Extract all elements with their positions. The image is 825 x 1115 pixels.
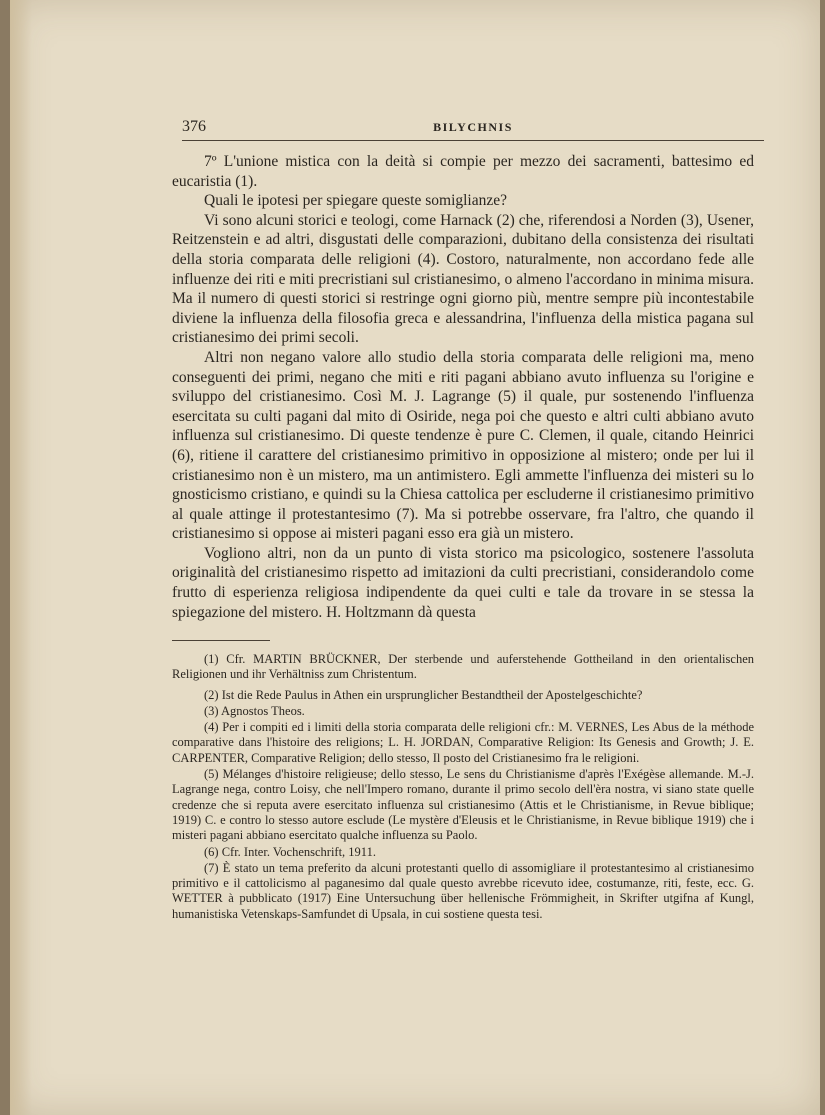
footnotes: [172, 652, 754, 923]
page-number: 376: [182, 118, 206, 135]
page-header: [182, 118, 764, 142]
footnote: (1) Cfr. MARTIN BRÜCKNER, Der sterbende und auferstehende Gottheiland in den orientalischen Religionen und ihr Verhältniss zum Christentum.: [172, 652, 754, 682]
running-title: BILYCHNIS: [433, 120, 513, 134]
footnote: (6) Cfr. Inter. Vochenschrift, 1911.: [204, 844, 376, 859]
paragraph: Vogliono altri, non da un punto di vista storico ma psicologico, sostenere l'assoluta originalità del cristianesimo rispetto ad imitazioni da culti precristiani, considerandolo come frutto di esperienza religiosa indipendente da quei culti e tale da trovare in se stessa la spiegazione del mistero. H. Holtzmann dà questa: [172, 544, 754, 621]
footnote: (4) Per i compiti ed i limiti della storia comparata delle religioni cfr.: M. VERNES, Les Abus de la méthode comparative dans l'histoire des religions; L. H. JORDAN, Comparative Religion: Its Genesis and Growth; J. E. CARPENTER, Comparative Religion; dello stesso, Il posto del Cristianesimo fra le religioni.: [172, 720, 754, 765]
paragraph: 7º L'unione mistica con la deità si compie per mezzo dei sacramenti, battesimo ed eucaristia (1).: [172, 153, 754, 190]
page-edge-shadow: [10, 0, 32, 1115]
footnote: (5) Mélanges d'histoire religieuse; dello stesso, Le sens du Christianisme d'après l'Exégèse allemande. M.-J. Lagrange nega, contro Loisy, che nell'Impero romano, durante il primo secolo dell'èra nostra, vi siano state quelle credenze che si reputa avere esercitato influenza sul cristianesimo (Attis et le Christianisme, in Revue biblique; 1919) C. e contro lo stesso autore esclude (Le mystère d'Eleusis et le Christianisme, in Revue biblique 1919) che i misteri pagani abbiano esercitato qualche influenza su Paolo.: [172, 767, 754, 843]
paragraph: Vi sono alcuni storici e teologi, come Harnack (2) che, riferendosi a Norden (3), Usener, Reitzenstein e ad altri, disgustati delle comparazioni, dubitano della consistenza dei risultati della storia comparata delle religioni (4). Costoro, naturalmente, non accordano fede alle influenze dei riti e miti precristiani sul cristianesimo, o almeno l'accordano in minima misura. Ma il numero di questi storici si restringe ogni giorno più, mentre sempre più incontestabile diviene la influenza della filosofia greca e alessandrina, l'influenza della mistica pagana sul cristianesimo dei primi secoli.: [172, 211, 754, 347]
main-text: [172, 152, 754, 622]
paragraph: Altri non negano valore allo studio della storia comparata delle religioni ma, meno conseguenti dei primi, negano che miti e riti pagani abbiano avuto influenza su l'origine e sviluppo del cristianesimo. Così M. J. Lagrange (5) il quale, pur sostenendo l'influenza esercitata su culti pagani dal mito di Osiride, nega poi che questo e altri culti abbiano avuto influenza sul cristianesimo. Di queste tendenze è pure C. Clemen, il quale, citando Heinrici (6), ritiene il carattere del cristianesimo primitivo in opposizione al mistero; onde per lui il cristianesimo non è un mistero, ma un antimistero. Egli ammette l'influenza dei misteri su lo gnosticismo cristiano, e quindi su la Chiesa cattolica per escluderne il cristianesimo primitivo al quale attinge il protestantesimo (7). Ma si potrebbe osservare, fra l'altro, che quando il cristianesimo si oppose ai misteri pagani esso era già un mistero.: [172, 348, 754, 543]
footnote: (7) È stato un tema preferito da alcuni protestanti quello di assomigliare il protestantesimo al cristianesimo primitivo e il cattolicismo al paganesimo dal quale questo avrebbe ricevuto idee, costumanze, riti, feste, ecc. G. WETTER à pubblicato (1917) Eine Untersuchung über hellenische Frömmigheit, in Skrifter utgifna af Kungl, humanistiska Vetenskaps-Samfundet di Upsala, in cui sostiene questa tesi.: [172, 860, 754, 921]
footnote-rule: [172, 640, 270, 641]
paragraph: Quali le ipotesi per spiegare queste somiglianze?: [204, 192, 508, 210]
header-rule: [182, 140, 764, 141]
footnote: (2) Ist die Rede Paulus in Athen ein ursprunglicher Bestandtheil der Apostelgeschichte?: [204, 687, 643, 702]
footnote: (3) Agnostos Theos.: [204, 703, 305, 718]
